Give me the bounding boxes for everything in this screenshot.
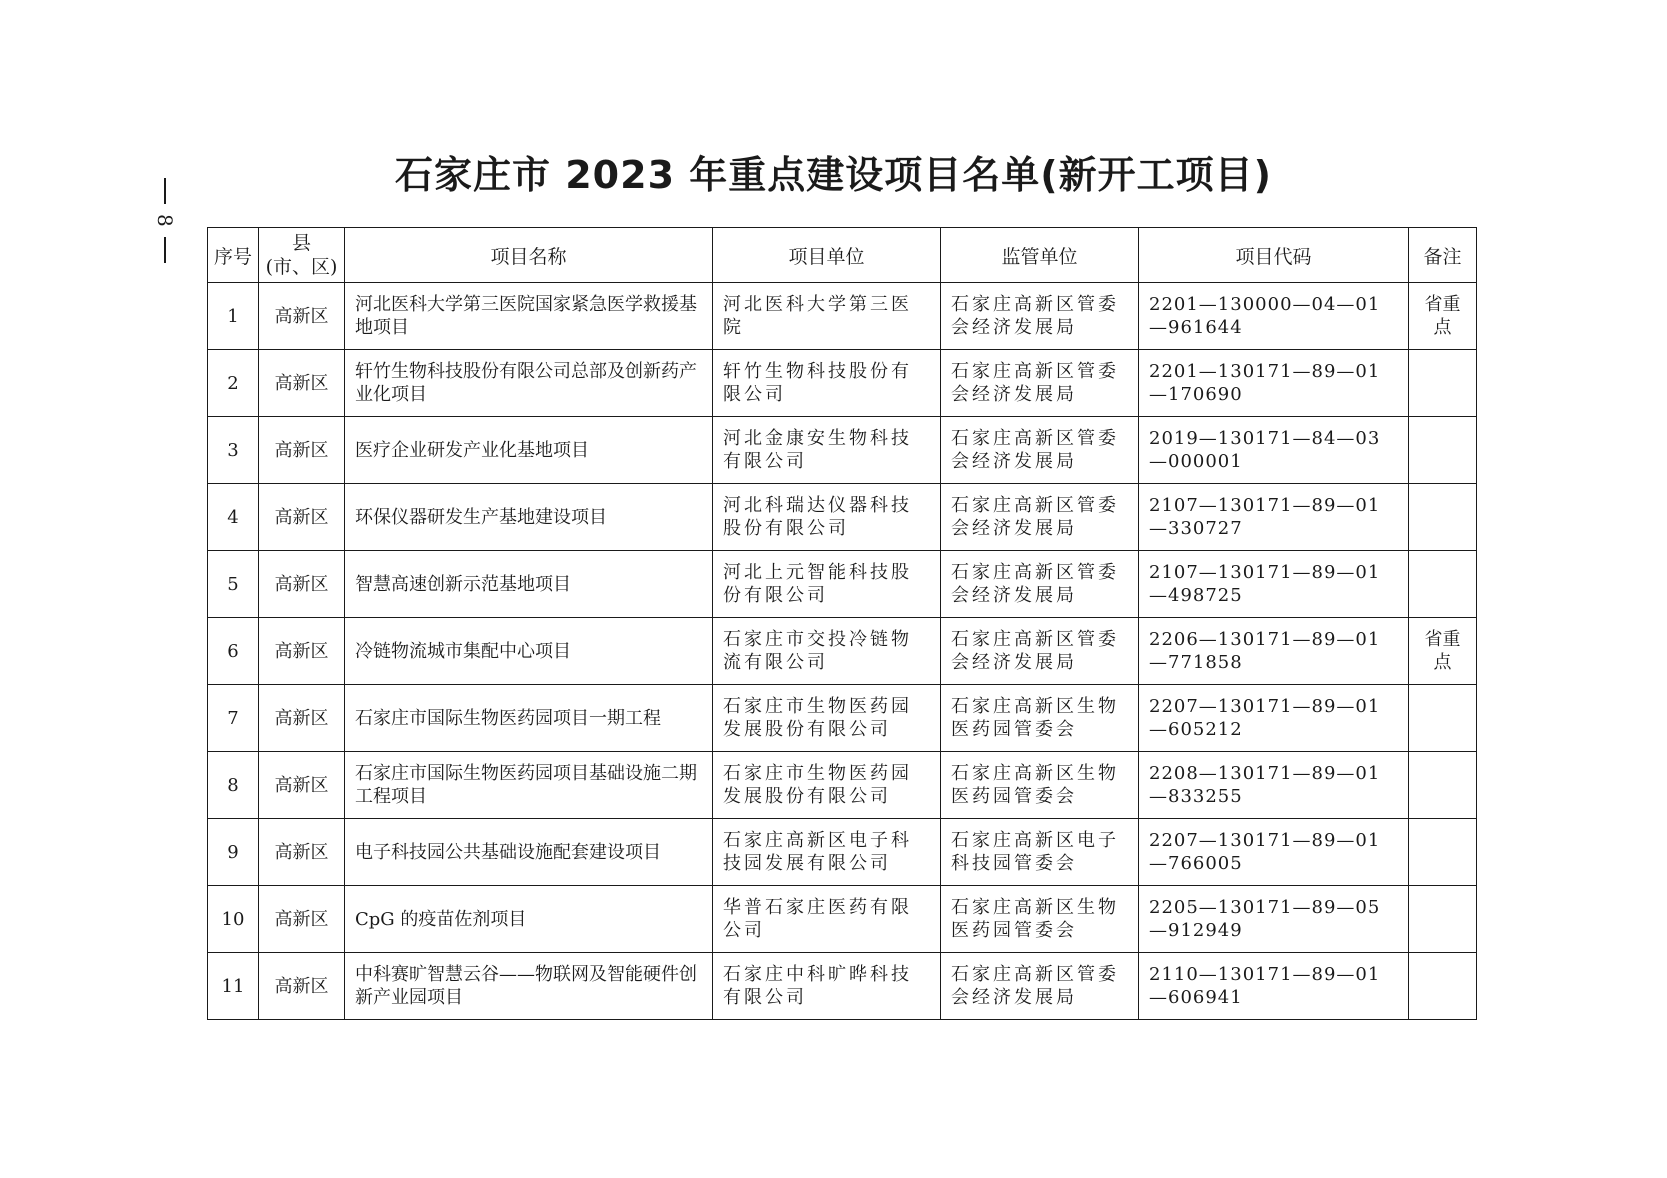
cell-supervisor: 石家庄高新区管委会经济发展局 (941, 417, 1139, 484)
cell-num: 4 (208, 484, 259, 551)
cell-county: 高新区 (259, 618, 345, 685)
cell-project-unit: 河北上元智能科技股份有限公司 (713, 551, 941, 618)
header-row (208, 228, 1477, 283)
cell-project-unit: 石家庄高新区电子科技园发展有限公司 (713, 819, 941, 886)
cell-project-code: 2019—130171—84—03—000001 (1139, 417, 1409, 484)
cell-supervisor: 石家庄高新区生物医药园管委会 (941, 685, 1139, 752)
cell-supervisor: 石家庄高新区管委会经济发展局 (941, 283, 1139, 350)
cell-supervisor: 石家庄高新区管委会经济发展局 (941, 551, 1139, 618)
projects-table (207, 227, 1477, 1020)
cell-county: 高新区 (259, 685, 345, 752)
cell-note (1409, 417, 1477, 484)
cell-project-name: 石家庄市国际生物医药园项目基础设施二期工程项目 (345, 752, 713, 819)
page-title: 石家庄市 2023 年重点建设项目名单(新开工项目) (395, 153, 1272, 197)
cell-county: 高新区 (259, 484, 345, 551)
cell-county: 高新区 (259, 953, 345, 1020)
header-num: 序号 (208, 228, 259, 283)
cell-project-name: 智慧高速创新示范基地项目 (345, 551, 713, 618)
cell-project-code: 2110—130171—89—01—606941 (1139, 953, 1409, 1020)
cell-num: 6 (208, 618, 259, 685)
table-row (208, 350, 1477, 417)
cell-county: 高新区 (259, 551, 345, 618)
cell-project-code: 2207—130171—89—01—766005 (1139, 819, 1409, 886)
cell-supervisor: 石家庄高新区生物医药园管委会 (941, 752, 1139, 819)
table-row (208, 886, 1477, 953)
cell-supervisor: 石家庄高新区管委会经济发展局 (941, 618, 1139, 685)
cell-project-name: 中科赛旷智慧云谷——物联网及智能硬件创新产业园项目 (345, 953, 713, 1020)
cell-project-code: 2206—130171—89—01—771858 (1139, 618, 1409, 685)
table-body (208, 283, 1477, 1020)
cell-note (1409, 953, 1477, 1020)
table-row (208, 551, 1477, 618)
header-name: 项目名称 (345, 228, 713, 283)
cell-supervisor: 石家庄高新区管委会经济发展局 (941, 953, 1139, 1020)
header-code: 项目代码 (1139, 228, 1409, 283)
cell-county: 高新区 (259, 752, 345, 819)
cell-project-unit: 石家庄市交投冷链物流有限公司 (713, 618, 941, 685)
cell-supervisor: 石家庄高新区管委会经济发展局 (941, 350, 1139, 417)
table-row (208, 752, 1477, 819)
cell-project-code: 2201—130000—04—01—961644 (1139, 283, 1409, 350)
cell-note (1409, 551, 1477, 618)
header-county-line1: 县 (291, 232, 311, 254)
cell-project-unit: 石家庄市生物医药园发展股份有限公司 (713, 685, 941, 752)
cell-project-name: 石家庄市国际生物医药园项目一期工程 (345, 685, 713, 752)
page-number-bar-bottom (164, 237, 166, 263)
cell-project-unit: 河北金康安生物科技有限公司 (713, 417, 941, 484)
table-row (208, 484, 1477, 551)
cell-project-code: 2205—130171—89—05—912949 (1139, 886, 1409, 953)
cell-county: 高新区 (259, 886, 345, 953)
cell-note (1409, 350, 1477, 417)
cell-project-name: 电子科技园公共基础设施配套建设项目 (345, 819, 713, 886)
cell-project-code: 2107—130171—89—01—330727 (1139, 484, 1409, 551)
cell-num: 3 (208, 417, 259, 484)
cell-project-name: 医疗企业研发产业化基地项目 (345, 417, 713, 484)
cell-num: 10 (208, 886, 259, 953)
cell-num: 1 (208, 283, 259, 350)
cell-project-code: 2201—130171—89—01—170690 (1139, 350, 1409, 417)
cell-num: 9 (208, 819, 259, 886)
cell-note (1409, 886, 1477, 953)
cell-num: 2 (208, 350, 259, 417)
cell-project-name: CpG 的疫苗佐剂项目 (345, 886, 713, 953)
cell-project-code: 2208—130171—89—01—833255 (1139, 752, 1409, 819)
header-county (259, 228, 345, 283)
header-unit: 项目单位 (713, 228, 941, 283)
table-row (208, 819, 1477, 886)
cell-supervisor: 石家庄高新区管委会经济发展局 (941, 484, 1139, 551)
cell-note (1409, 819, 1477, 886)
cell-project-name: 河北医科大学第三医院国家紧急医学救援基地项目 (345, 283, 713, 350)
cell-project-unit: 石家庄中科旷晔科技有限公司 (713, 953, 941, 1020)
cell-supervisor: 石家庄高新区电子科技园管委会 (941, 819, 1139, 886)
cell-county: 高新区 (259, 819, 345, 886)
table-row (208, 685, 1477, 752)
page-number-text: 8 (153, 214, 177, 227)
cell-num: 5 (208, 551, 259, 618)
cell-supervisor: 石家庄高新区生物医药园管委会 (941, 886, 1139, 953)
cell-project-unit: 轩竹生物科技股份有限公司 (713, 350, 941, 417)
header-note: 备注 (1409, 228, 1477, 283)
cell-note (1409, 484, 1477, 551)
cell-project-name: 冷链物流城市集配中心项目 (345, 618, 713, 685)
cell-note (1409, 685, 1477, 752)
table-row (208, 953, 1477, 1020)
cell-project-name: 轩竹生物科技股份有限公司总部及创新药产业化项目 (345, 350, 713, 417)
cell-project-unit: 石家庄市生物医药园发展股份有限公司 (713, 752, 941, 819)
cell-note (1409, 752, 1477, 819)
cell-note: 省重点 (1409, 283, 1477, 350)
cell-num: 7 (208, 685, 259, 752)
cell-project-unit: 华普石家庄医药有限公司 (713, 886, 941, 953)
header-supervisor: 监管单位 (941, 228, 1139, 283)
cell-project-code: 2107—130171—89—01—498725 (1139, 551, 1409, 618)
cell-county: 高新区 (259, 283, 345, 350)
cell-num: 11 (208, 953, 259, 1020)
cell-project-unit: 河北科瑞达仪器科技股份有限公司 (713, 484, 941, 551)
cell-project-unit: 河北医科大学第三医院 (713, 283, 941, 350)
cell-num: 8 (208, 752, 259, 819)
cell-project-code: 2207—130171—89—01—605212 (1139, 685, 1409, 752)
table-row (208, 417, 1477, 484)
table-row (208, 618, 1477, 685)
cell-county: 高新区 (259, 417, 345, 484)
table-header (208, 228, 1477, 283)
table-row (208, 283, 1477, 350)
cell-county: 高新区 (259, 350, 345, 417)
cell-project-name: 环保仪器研发生产基地建设项目 (345, 484, 713, 551)
header-county-line2: (市、区) (265, 256, 338, 278)
cell-note: 省重点 (1409, 618, 1477, 685)
